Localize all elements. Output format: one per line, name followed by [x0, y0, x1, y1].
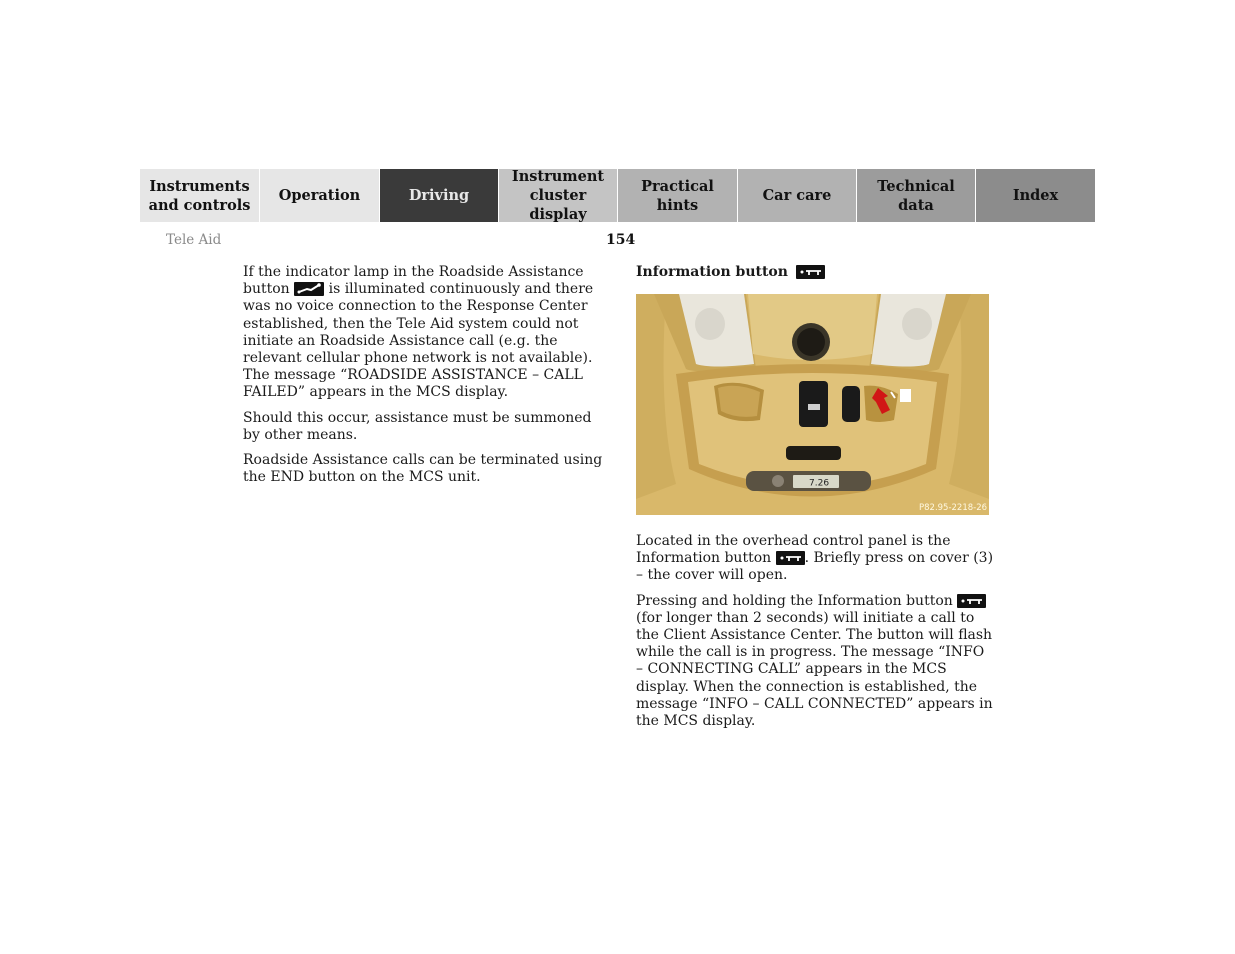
- information-button-icon: [776, 551, 805, 565]
- tab-driving[interactable]: Driving: [380, 169, 499, 222]
- page-number: 154: [606, 232, 636, 248]
- tab-index[interactable]: Index: [976, 169, 1095, 222]
- information-button-icon: [957, 594, 986, 608]
- information-button-heading: [636, 264, 825, 280]
- tab-instrument-cluster-display[interactable]: Instrument cluster display: [499, 169, 618, 222]
- tab-operation[interactable]: Operation: [260, 169, 380, 222]
- information-button-icon: [796, 265, 825, 279]
- paragraph-text: is illuminated continuously and there was no voice connection to the Response Center established, then the Tele Aid system could not initiate an Roadside Assistance call (e.g. the relevant cellular phone network is not available). The message “ROADSIDE ASSISTANCE – CALL FAILED” appears in the MCS display.: [243, 281, 594, 401]
- right-column: [636, 533, 994, 738]
- photo-reference-code: P82.95-2218-26: [919, 503, 988, 513]
- paragraph-press-and-hold: [636, 593, 994, 731]
- tab-instruments-and-controls[interactable]: Instruments and controls: [140, 169, 260, 222]
- tab-car-care[interactable]: Car care: [738, 169, 857, 222]
- tab-practical-hints[interactable]: Practical hints: [618, 169, 738, 222]
- chapter-navigation: [140, 169, 1095, 222]
- heading-text: Information button: [636, 264, 788, 280]
- section-title: Tele Aid: [166, 232, 222, 248]
- overhead-control-panel-photo: [636, 294, 989, 515]
- paragraph-text: Pressing and holding the Information button: [636, 592, 953, 609]
- paragraph-text: . Briefly press on cover (3) – the cover will open.: [636, 550, 994, 584]
- tab-technical-data[interactable]: Technical data: [857, 169, 976, 222]
- paragraph-terminate-calls: Roadside Assistance calls can be terminated using the END button on the MCS unit.: [243, 452, 603, 486]
- paragraph-location: [636, 533, 994, 585]
- paragraph-text: If the indicator lamp in the Roadside Assistance button: [243, 264, 584, 298]
- paragraph-text: Located in the overhead control panel is the Information button: [636, 533, 951, 567]
- mcs-display-readout: 7.26: [809, 478, 830, 489]
- paragraph-summon-assistance: Should this occur, assistance must be summoned by other means.: [243, 409, 592, 443]
- left-column: [243, 264, 603, 494]
- paragraph-indicator-lamp: [243, 264, 603, 402]
- paragraph-text: (for longer than 2 seconds) will initiate a call to the Client Assistance Center. The button will flash while the call is in progress. The message “INFO – CONNECTING CALL” appears in the MCS display. When the connection is established, the message “INFO – CALL CONNECTED” appears in the MCS display.: [636, 609, 993, 730]
- roadside-assistance-icon: [294, 282, 324, 296]
